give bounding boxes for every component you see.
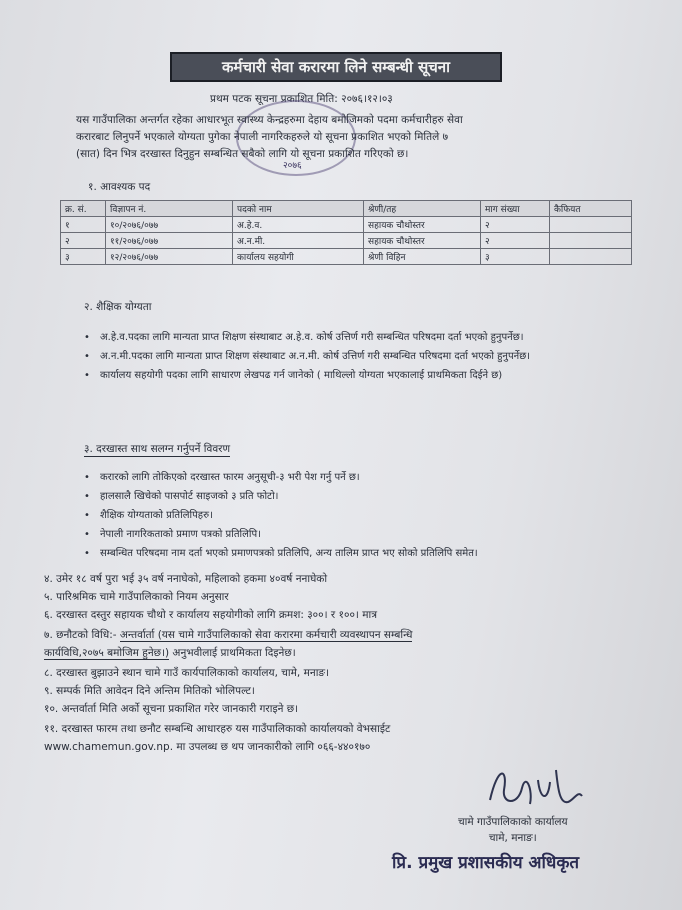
selection-rule-text: अन्तर्वार्ता (यस चामे गाउँपालिकाको सेवा करारमा कर्मचारी व्यवस्थापन सम्बन्धि [119,629,413,641]
qualification-list [82,330,632,387]
intro-line: करारबाट लिनुपर्ने भएकाले योग्यता पुगेका नेपाली नागरिकहरुले यो सूचना प्रकाशित भएको मितिले ७ [76,131,449,143]
list-item: • करारको लागि तोकिएको दरखास्त फारम अनुसूची-३ भरी पेश गर्नु पर्ने छ। [82,470,642,486]
list-item: • अ.न.मी.पदका लागि मान्यता प्राप्त शिक्षण संस्थाबाट अ.न.मी. कोर्ष उत्तिर्ण गरी सम्बन्धित परिषदमा दर्ता भएको हुनुपर्नेछ। [82,349,632,365]
signatory-title: प्रि. प्रमुख प्रशासकीय अधिकृत [392,853,580,873]
point-salary: ५. पारिश्रमिक चामे गाउँपालिकाको नियम अनुसार [44,591,229,603]
intro-line: यस गाउँपालिका अन्तर्गत रहेका आधारभूत स्वास्थ्य केन्द्रहरुमा देहाय बमोजिमको पदमा कर्मचारीहरु सेवा [76,114,463,126]
selection-priority: अनुभवीलाई प्राथमिकता दिइनेछ। [169,647,296,659]
signature [478,760,588,816]
cell: १२/२०७६/०७७ [106,249,233,265]
point-contact-date: ९. सम्पर्क मिति आवेदन दिने अन्तिम मितिको भोलिपल्ट। [44,685,255,697]
stamp-year: २०७६ [283,161,302,171]
col-header: क्र. सं. [61,201,106,217]
cell: १ [61,217,106,233]
col-header: पदको नाम [233,201,364,217]
col-header: माग संख्या [481,201,550,217]
table-header-row [61,201,632,217]
table-row [61,249,632,265]
intro-line: (सात) दिन भित्र दरखास्त दिनुहुन सम्बन्धित सबैको लागि यो सूचना प्रकाशित गरिएको छ। [76,148,409,160]
point-website-info: ११. दरखास्त फारम तथा छनौट सम्बन्धि आधारहरु यस गाउँपालिकाको कार्यालयको वेभसाईट [44,723,391,735]
cell: श्रेणी विहिन [364,249,481,265]
point-age: ४. उमेर १८ वर्ष पुरा भई ३५ वर्ष ननाघेको, महिलाको हकमा ४०वर्ष ननाघेको [44,573,328,585]
cell: सहायक चौथोस्तर [364,217,481,233]
table-row [61,233,632,249]
selection-label: ७. छनौटको विधि:- [44,629,120,641]
cell: २ [481,233,550,249]
point-submission-place: ८. दरखास्त बुझाउने स्थान चामे गाउँ कार्यपालिकाको कार्यालय, चामे, मनाङ। [44,667,330,679]
cell: अ.हे.व. [233,217,364,233]
point-interview-date: १०. अन्तर्वार्ता मिति अर्को सूचना प्रकाशित गरेर जानकारी गराइने छ। [44,703,299,715]
cell: ३ [61,249,106,265]
point-fee: ६. दरखास्त दस्तुर सहायक चौथो र कार्यालय सहयोगीको लागि क्रमश: ३००। र १००। मात्र [44,609,378,621]
point-selection-method [44,628,412,642]
office-location: चामे, मनाङ। [488,832,537,844]
cell: ३ [481,249,550,265]
col-header: कैफियत [550,201,632,217]
attachment-list [82,470,642,565]
cell: सहायक चौथोस्तर [364,233,481,249]
cell: कार्यालय सहयोगी [233,249,364,265]
office-address [458,814,568,846]
website-contact-line: www.chamemun.gov.np. मा उपलब्ध छ थप जानकारीको लागि ०६६-४४०१७० [44,741,371,753]
table-row [61,217,632,233]
cell: २ [481,217,550,233]
section-heading-qualification: २. शैक्षिक योग्यता [84,301,152,313]
cell: २ [61,233,106,249]
point-selection-method-cont [44,646,296,660]
list-item: • अ.हे.व.पदका लागि मान्यता प्राप्त शिक्षण संस्थाबाट अ.हे.व. कोर्ष उत्तिर्ण गरी सम्बन्धित परिषदमा दर्ता भएको हुनुपर्नेछ। [82,330,632,346]
cell: ११/२०७६/०७७ [106,233,233,249]
col-header: श्रेणी/तह [364,201,481,217]
section-heading-posts: १. आवश्यक पद [88,181,151,193]
cell: १०/२०७६/०७७ [106,217,233,233]
list-item: • हालसालै खिचेको पासपोर्ट साइजको ३ प्रति फोटो। [82,489,642,505]
list-item: • शैक्षिक योग्यताको प्रतिलिपिहरु। [82,508,642,524]
selection-rule-ref: कार्यविधि,२०७५ बमोजिम हुनेछ।) [44,647,170,659]
notice-title: कर्मचारी सेवा करारमा लिने सम्बन्धी सूचना [170,52,502,82]
section-heading-attachments: ३. दरखास्त साथ सलग्न गर्नुपर्ने विवरण [84,443,231,455]
office-name: चामे गाउँपालिकाको कार्यालय [458,816,568,828]
cell [550,233,632,249]
list-item: • कार्यालय सहयोगी पदका लागि साधारण लेखपढ गर्न जानेको ( माथिल्लो योग्यता भएकालाई प्राथमिकता दिईने छ) [82,368,632,384]
list-item: • सम्बन्धित परिषदमा नाम दर्ता भएको प्रमाणपत्रको प्रतिलिपि, अन्य तालिम प्राप्त भए सोको प्रतिलिपि समेत। [82,546,642,562]
posts-table [60,200,632,265]
intro-paragraph [76,112,616,163]
cell: अ.न.मी. [233,233,364,249]
col-header: विज्ञापन नं. [106,201,233,217]
cell [550,249,632,265]
publication-date: प्रथम पटक सूचना प्रकाशित मिति: २०७६।१२।०३ [210,93,393,105]
list-item: • नेपाली नागरिकताको प्रमाण पत्रको प्रतिलिपि। [82,527,642,543]
cell [550,217,632,233]
